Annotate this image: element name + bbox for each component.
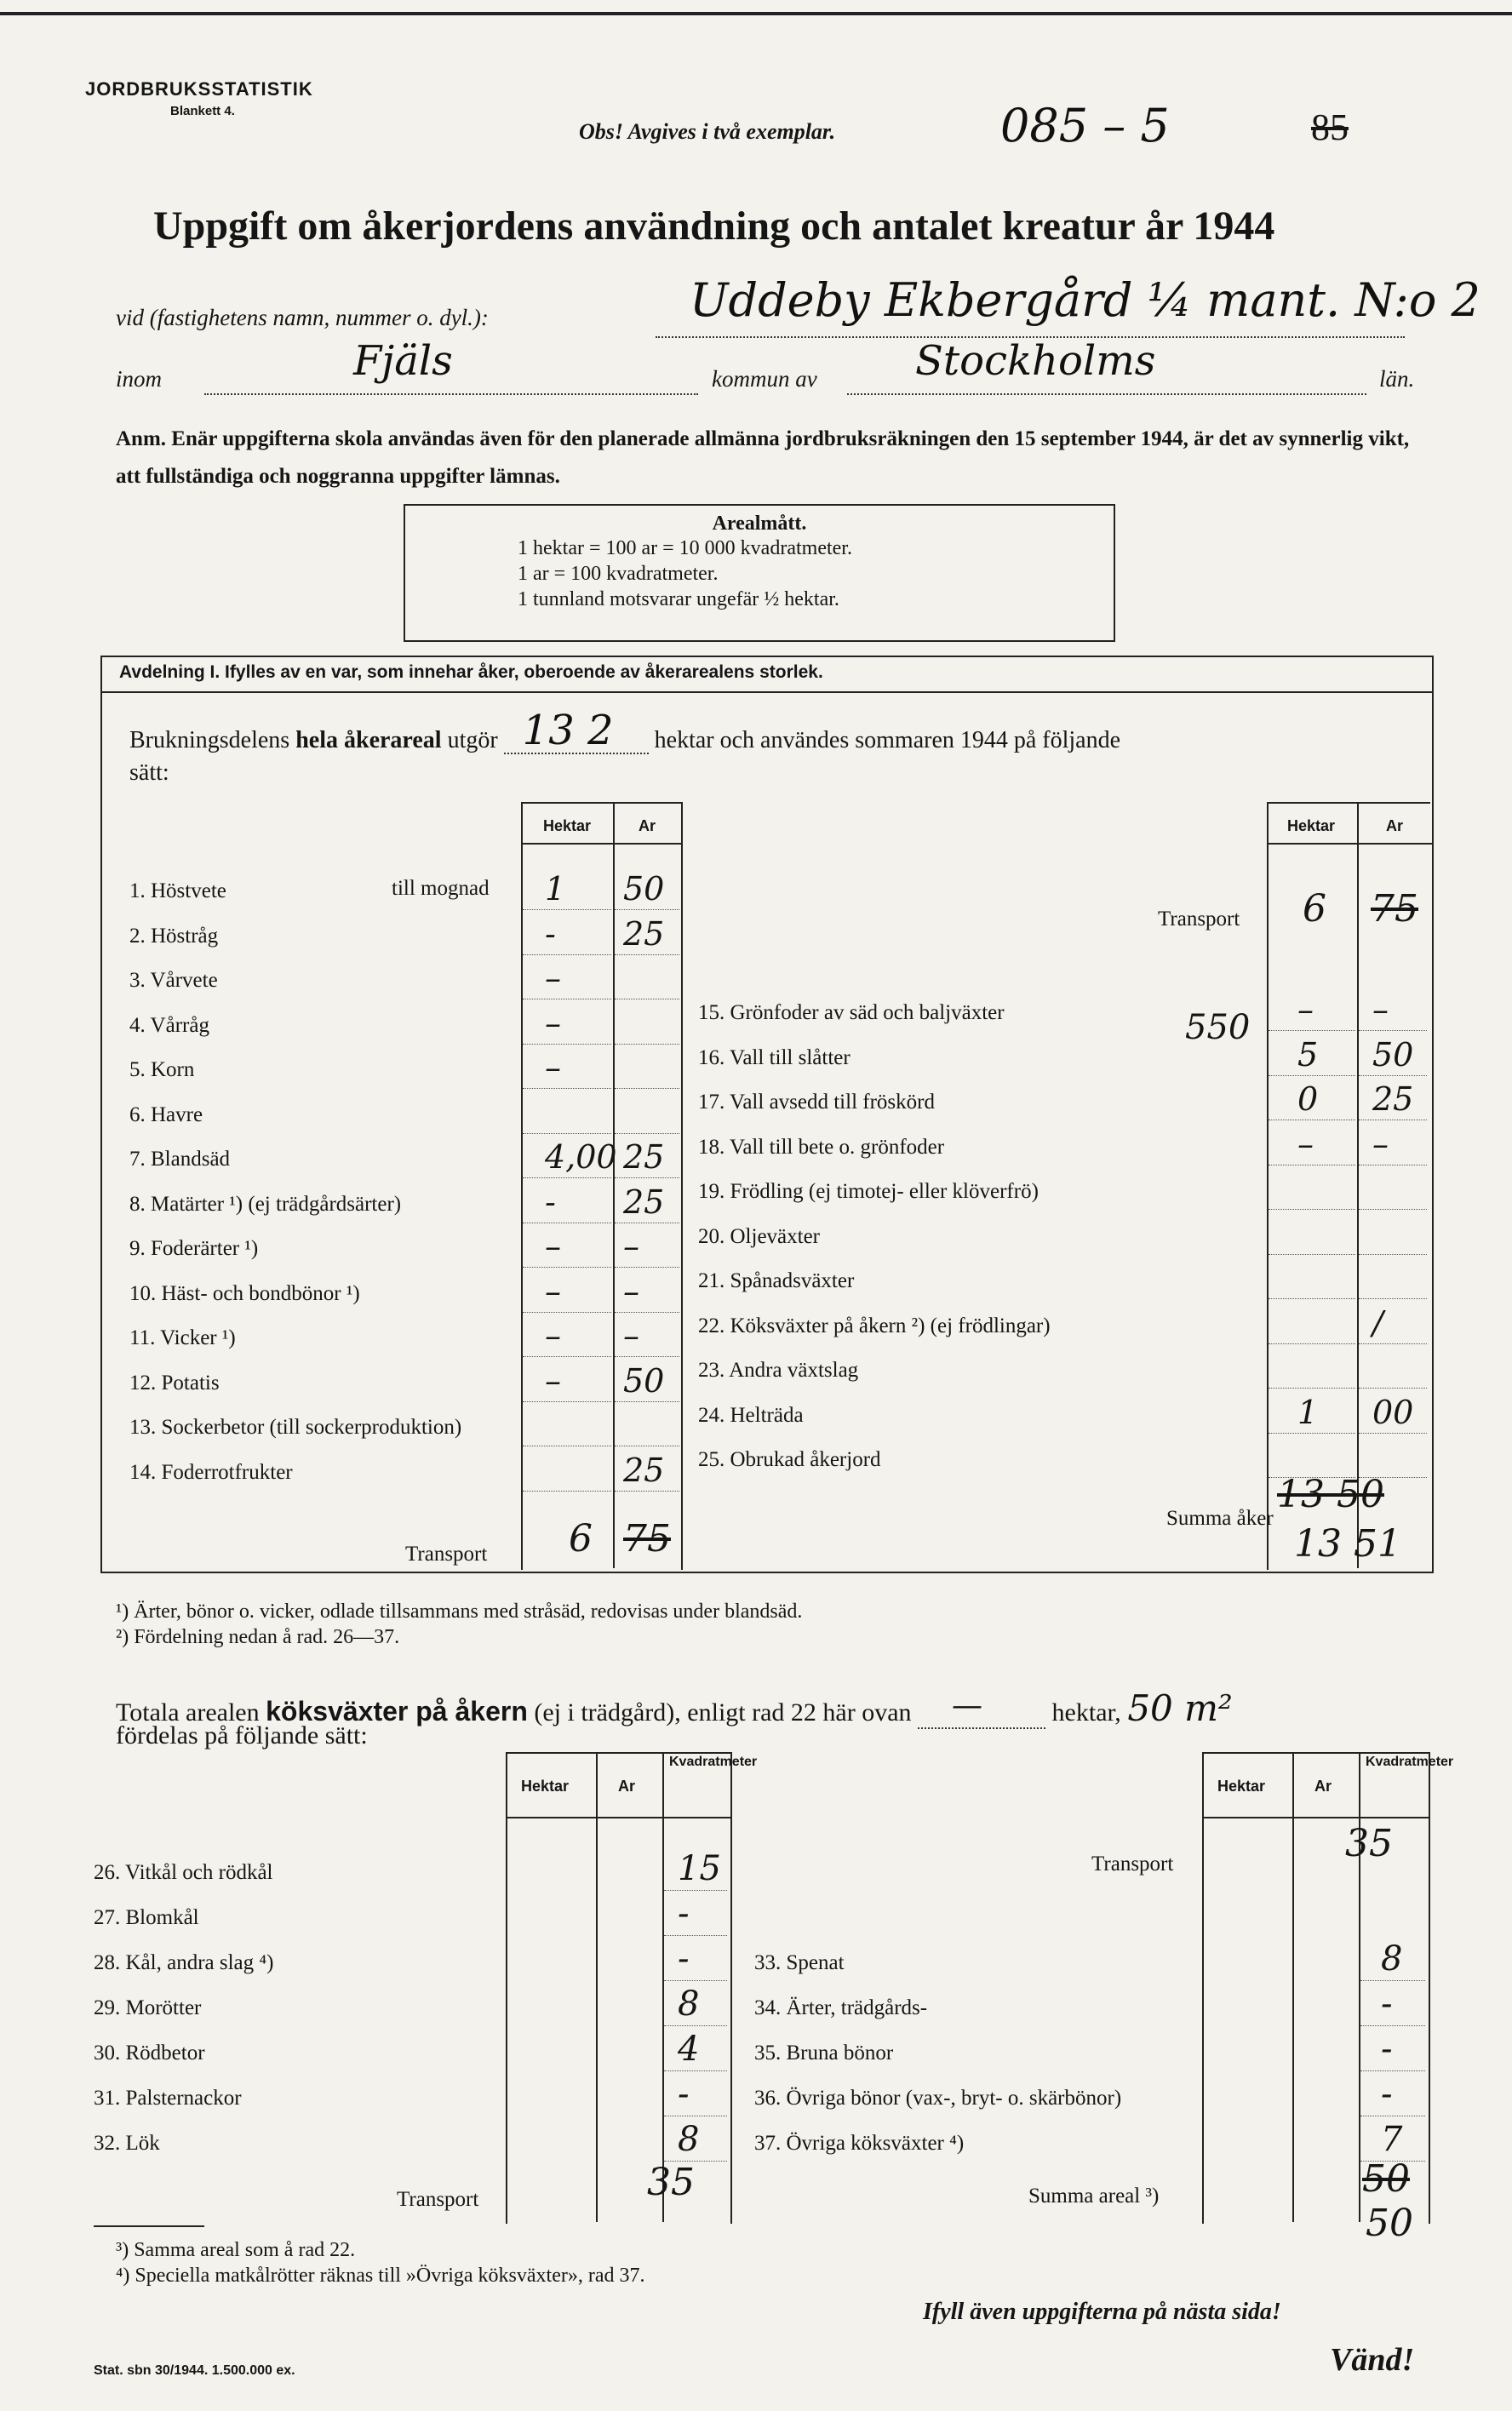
ar-cell[interactable] xyxy=(615,909,679,910)
ar-value: – xyxy=(1372,1125,1389,1163)
hektar-value: - xyxy=(545,914,556,953)
summa-aker-corrected: 13 51 xyxy=(1294,1522,1401,1566)
ar-cell[interactable] xyxy=(615,1088,679,1089)
ar-cell[interactable] xyxy=(615,1267,679,1268)
kvm-cell[interactable] xyxy=(664,1980,727,1981)
arealmatt-row: 1 ar = 100 kvadratmeter. xyxy=(518,563,719,585)
section-1 xyxy=(100,656,1434,1573)
ar-value: 00 xyxy=(1372,1393,1414,1431)
kvm-value: 8 xyxy=(1381,1939,1403,1979)
kvm-value: 7 xyxy=(1381,2120,1403,2159)
print-info: Stat. sbn 30/1944. 1.500.000 ex. xyxy=(94,2363,295,2378)
col-kvm: Kvadratmeter xyxy=(1366,1755,1454,1769)
ar-cell[interactable] xyxy=(615,1356,679,1357)
kok-summa-value: 50 xyxy=(1366,2202,1413,2245)
ar-cell[interactable] xyxy=(615,1312,679,1313)
row-label: 2. Höstråg xyxy=(129,924,219,948)
row-label: 5. Korn xyxy=(129,1058,195,1081)
col-kvm: Kvadratmeter xyxy=(669,1755,758,1769)
ref-crossed: 85 xyxy=(1311,106,1349,148)
hektar-cell[interactable] xyxy=(1269,1030,1355,1031)
hektar-cell[interactable] xyxy=(523,1267,611,1268)
row-label: 18. Vall till bete o. grönfoder xyxy=(698,1135,945,1159)
ar-value: / xyxy=(1372,1303,1383,1342)
ar-cell[interactable] xyxy=(1359,1388,1427,1389)
ar-value: 50 xyxy=(623,870,665,908)
row-label: 33. Spenat xyxy=(754,1951,845,1974)
ar-value: – xyxy=(623,1272,639,1310)
ar-value: 25 xyxy=(1372,1080,1414,1118)
row-label: 23. Andra växtslag xyxy=(698,1359,859,1382)
hektar-cell[interactable] xyxy=(523,954,611,955)
hektar-value: – xyxy=(545,1228,561,1265)
row-label: 12. Potatis xyxy=(129,1371,220,1394)
transport-right-hektar: 6 xyxy=(1303,887,1326,931)
obs-note: Obs! Avgives i två exemplar. xyxy=(579,119,836,144)
hektar-cell[interactable] xyxy=(1269,1343,1355,1344)
hektar-cell[interactable] xyxy=(523,909,611,910)
ar-value: 50 xyxy=(1372,1035,1414,1074)
row-label: 28. Kål, andra slag ⁴) xyxy=(94,1951,274,1974)
col-hektar: Hektar xyxy=(1217,1778,1266,1795)
kvm-value: 8 xyxy=(678,1984,700,2024)
section-1-heading: Avdelning I. Ifylles av en var, som innehar åker, oberoende av åkerarealens storlek. xyxy=(119,662,823,682)
row-label: 37. Övriga köksväxter ⁴) xyxy=(754,2132,965,2155)
hektar-value: 5 xyxy=(1297,1035,1319,1074)
summa-aker-value: 13 50 xyxy=(1277,1473,1384,1516)
till-mognad: till mognad xyxy=(392,877,490,900)
ar-cell[interactable] xyxy=(1359,1030,1427,1031)
row-label: 3. Vårvete xyxy=(129,969,218,992)
row-label: 31. Palsternackor xyxy=(94,2087,242,2110)
ar-value: 25 xyxy=(623,914,665,953)
kvm-value: - xyxy=(1381,2030,1393,2069)
transport-left-hektar: 6 xyxy=(569,1517,593,1561)
transport-right-ar: 75 xyxy=(1371,887,1418,931)
ar-value: 50 xyxy=(623,1361,665,1400)
kvm-value: 4 xyxy=(678,2030,700,2069)
hektar-cell[interactable] xyxy=(523,1133,611,1134)
row-label: 17. Vall avsedd till fröskörd xyxy=(698,1091,935,1114)
org-name: JORDBRUKSSTATISTIK xyxy=(85,78,313,100)
row-label: 14. Foderrotfrukter xyxy=(129,1460,293,1484)
row-label: 24. Helträda xyxy=(698,1403,804,1427)
hektar-cell[interactable] xyxy=(1269,1209,1355,1210)
row-label: 1. Höstvete xyxy=(129,879,226,902)
row-label: 4. Vårråg xyxy=(129,1013,209,1037)
hektar-value: – xyxy=(545,1272,561,1310)
vid-field[interactable] xyxy=(656,273,1480,338)
row-label: 29. Morötter xyxy=(94,1996,202,2019)
footnote-2: ²) Fördelning nedan å rad. 26—37. xyxy=(116,1626,400,1648)
lan-label: län. xyxy=(1379,366,1415,392)
kok-transport-label-right: Transport xyxy=(1091,1853,1174,1876)
hektar-value: 1 xyxy=(1297,1393,1319,1431)
fyll-note: Ifyll även uppgifterna på nästa sida! xyxy=(923,2299,1281,2325)
row-label: 36. Övriga bönor (vax-, bryt- o. skärbönor) xyxy=(754,2087,1122,2110)
hektar-value: 0 xyxy=(1297,1080,1319,1118)
ar-cell[interactable] xyxy=(615,1044,679,1045)
row-label: 15. Grönfoder av säd och baljväxter xyxy=(698,1001,1005,1024)
hektar-cell[interactable] xyxy=(1269,1298,1355,1299)
hektar-cell[interactable] xyxy=(1269,1388,1355,1389)
kok-transport-left: 35 xyxy=(647,2161,695,2204)
kok-area-value: 50 m² xyxy=(1127,1687,1233,1729)
kvm-value: - xyxy=(1381,2075,1393,2114)
form-number: Blankett 4. xyxy=(170,104,235,118)
intro-satt: sätt: xyxy=(129,759,169,786)
ar-cell[interactable] xyxy=(615,1491,679,1492)
hektar-value: – xyxy=(545,1004,561,1042)
ar-value: – xyxy=(623,1317,639,1354)
ar-value: – xyxy=(1372,991,1389,1028)
kommun-field[interactable] xyxy=(847,337,1366,395)
transport-label-right: Transport xyxy=(1158,908,1240,931)
ar-cell[interactable] xyxy=(615,1177,679,1178)
row-label: 13. Sockerbetor (till sockerproduktion) xyxy=(129,1416,462,1439)
kommun-value: Stockholms xyxy=(915,337,1156,385)
footnote-3: ³) Samma areal som å rad 22. xyxy=(116,2239,356,2261)
hektar-cell[interactable] xyxy=(523,1177,611,1178)
vid-label: vid (fastighetens namn, nummer o. dyl.): xyxy=(116,305,489,330)
ar-cell[interactable] xyxy=(1359,1298,1427,1299)
hektar-value: – xyxy=(1297,991,1314,1028)
margin-note: 550 xyxy=(1185,1008,1251,1047)
kommun-label: kommun av xyxy=(712,366,817,392)
hektar-value: – xyxy=(545,1049,561,1086)
inom-field[interactable] xyxy=(204,337,698,395)
hektar-value: 1 xyxy=(545,870,566,908)
hektar-value: – xyxy=(1297,1125,1314,1163)
ar-cell[interactable] xyxy=(615,1133,679,1134)
kvm-value: - xyxy=(678,1939,690,1979)
kvm-value: - xyxy=(678,1894,690,1933)
kok-area-field[interactable]: — xyxy=(918,1702,1045,1729)
row-label: 22. Köksväxter på åkern ²) (ej frödlingar) xyxy=(698,1314,1051,1337)
arealmatt-row: 1 tunnland motsvarar ungefär ½ hektar. xyxy=(518,588,839,610)
top-rule xyxy=(0,3,1512,15)
row-label: 30. Rödbetor xyxy=(94,2042,205,2065)
kvm-value: 8 xyxy=(678,2120,700,2159)
vand-note: Vänd! xyxy=(1330,2342,1415,2378)
hektar-cell[interactable] xyxy=(1269,1433,1355,1434)
row-label: 16. Vall till slåtter xyxy=(698,1045,850,1069)
ar-cell[interactable] xyxy=(615,954,679,955)
hektar-cell[interactable] xyxy=(523,1356,611,1357)
ar-cell[interactable] xyxy=(1359,1343,1427,1344)
kvm-value: - xyxy=(678,2075,690,2114)
ar-value: 25 xyxy=(623,1451,665,1489)
row-label: 8. Matärter ¹) (ej trädgårdsärter) xyxy=(129,1192,402,1216)
kvm-cell[interactable] xyxy=(1360,2070,1425,2071)
ar-cell[interactable] xyxy=(1359,1254,1427,1255)
col-hektar: Hektar xyxy=(543,817,592,834)
kvm-cell[interactable] xyxy=(1360,2025,1425,2026)
kvm-cell[interactable] xyxy=(1360,1980,1425,1981)
section-2-intro: Totala arealen köksväxter på åkern (ej i trädgård), enligt rad 22 här ovan — hektar, 50 m² xyxy=(116,1687,1233,1729)
row-label: 19. Frödling (ej timotej- eller klöverfrö) xyxy=(698,1180,1039,1203)
hektar-cell[interactable] xyxy=(523,1044,611,1045)
row-label: 34. Ärter, trädgårds- xyxy=(754,1996,928,2019)
summa-aker-label: Summa åker xyxy=(1166,1507,1274,1530)
hektar-cell[interactable] xyxy=(523,1401,611,1402)
kok-summa-crossed: 50 xyxy=(1362,2157,1410,2201)
kvm-cell[interactable] xyxy=(664,2025,727,2026)
arealmatt-box xyxy=(404,504,1115,642)
kvm-cell[interactable] xyxy=(664,1935,727,1936)
section-2-intro-b: fördelas på följande sätt: xyxy=(116,1721,368,1750)
hektar-value: 4,00 xyxy=(545,1138,617,1176)
row-label: 27. Blomkål xyxy=(94,1906,199,1929)
hektar-value: – xyxy=(545,1361,561,1400)
row-label: 7. Blandsäd xyxy=(129,1148,231,1171)
row-label: 9. Foderärter ¹) xyxy=(129,1237,259,1260)
anm-note: Anm. Enär uppgifterna skola användas även för den planerade allmänna jordbruksräkningen den 15 september 1944, är det av synnerlig vikt, att fullständiga och noggranna uppgifter lämnas. xyxy=(116,427,1410,488)
col-hektar: Hektar xyxy=(1287,817,1336,834)
kvm-value: - xyxy=(1381,1984,1393,2024)
ar-cell[interactable] xyxy=(1359,1433,1427,1434)
row-label: 11. Vicker ¹) xyxy=(129,1326,236,1349)
row-label: 26. Vitkål och rödkål xyxy=(94,1861,273,1884)
arealmatt-title: Arealmått. xyxy=(712,513,807,535)
ar-value: 25 xyxy=(623,1138,665,1176)
inom-value: Fjäls xyxy=(353,337,453,385)
ar-value: 25 xyxy=(623,1183,665,1221)
kok-summa-label: Summa areal ³) xyxy=(1028,2185,1160,2208)
col-hektar: Hektar xyxy=(521,1778,570,1795)
transport-left-ar: 75 xyxy=(623,1517,671,1561)
kvm-cell[interactable] xyxy=(664,1890,727,1891)
total-area-field[interactable] xyxy=(504,707,649,754)
total-area-value: 13 2 xyxy=(522,707,614,754)
kvm-value: 15 xyxy=(678,1849,721,1888)
page-title: Uppgift om åkerjordens användning och antalet kreatur år 1944 xyxy=(153,203,1275,249)
col-ar: Ar xyxy=(1386,817,1404,834)
row-label: 6. Havre xyxy=(129,1102,203,1126)
col-ar: Ar xyxy=(618,1778,636,1795)
col-ar: Ar xyxy=(1314,1778,1332,1795)
row-label: 21. Spånadsväxter xyxy=(698,1269,855,1292)
inom-label: inom xyxy=(116,366,162,392)
row-label: 10. Häst- och bondbönor ¹) xyxy=(129,1281,360,1305)
hektar-cell[interactable] xyxy=(523,1312,611,1313)
hektar-value: - xyxy=(545,1183,556,1221)
ar-value: – xyxy=(623,1228,639,1265)
row-label: 25. Obrukad åkerjord xyxy=(698,1448,881,1471)
hektar-value: – xyxy=(545,1317,561,1354)
kvm-cell[interactable] xyxy=(664,2070,727,2071)
row-label: 32. Lök xyxy=(94,2132,160,2155)
footnote-4: ⁴) Speciella matkålrötter räknas till »Övriga köksväxter», rad 37. xyxy=(116,2265,645,2287)
kok-transport-right: 35 xyxy=(1345,1822,1393,1865)
ref-handwritten: 085 – 5 xyxy=(1000,99,1170,152)
kok-transport-label-left: Transport xyxy=(397,2188,479,2211)
footnote-1: ¹) Ärter, bönor o. vicker, odlade tillsammans med stråsäd, redovisas under blandsäd. xyxy=(116,1601,803,1623)
hektar-cell[interactable] xyxy=(523,1491,611,1492)
hektar-cell[interactable] xyxy=(1269,1254,1355,1255)
ar-cell[interactable] xyxy=(615,1401,679,1402)
intro-line: Brukningsdelens hela åkerareal utgör 13 2 hektar och användes sommaren 1944 på följande xyxy=(129,707,1121,754)
hektar-value: – xyxy=(545,959,561,997)
transport-label-left: Transport xyxy=(405,1543,488,1566)
hektar-cell[interactable] xyxy=(523,1088,611,1089)
vid-value: Uddeby Ekbergård ¼ mant. N:o 2 xyxy=(690,273,1480,327)
hektar-cell[interactable] xyxy=(1269,1075,1355,1076)
row-label: 35. Bruna bönor xyxy=(754,2042,894,2065)
arealmatt-row: 1 hektar = 100 ar = 10 000 kvadratmeter. xyxy=(518,537,852,559)
ar-cell[interactable] xyxy=(1359,1209,1427,1210)
row-label: 20. Oljeväxter xyxy=(698,1224,821,1248)
ar-cell[interactable] xyxy=(1359,1075,1427,1076)
col-ar: Ar xyxy=(639,817,656,834)
